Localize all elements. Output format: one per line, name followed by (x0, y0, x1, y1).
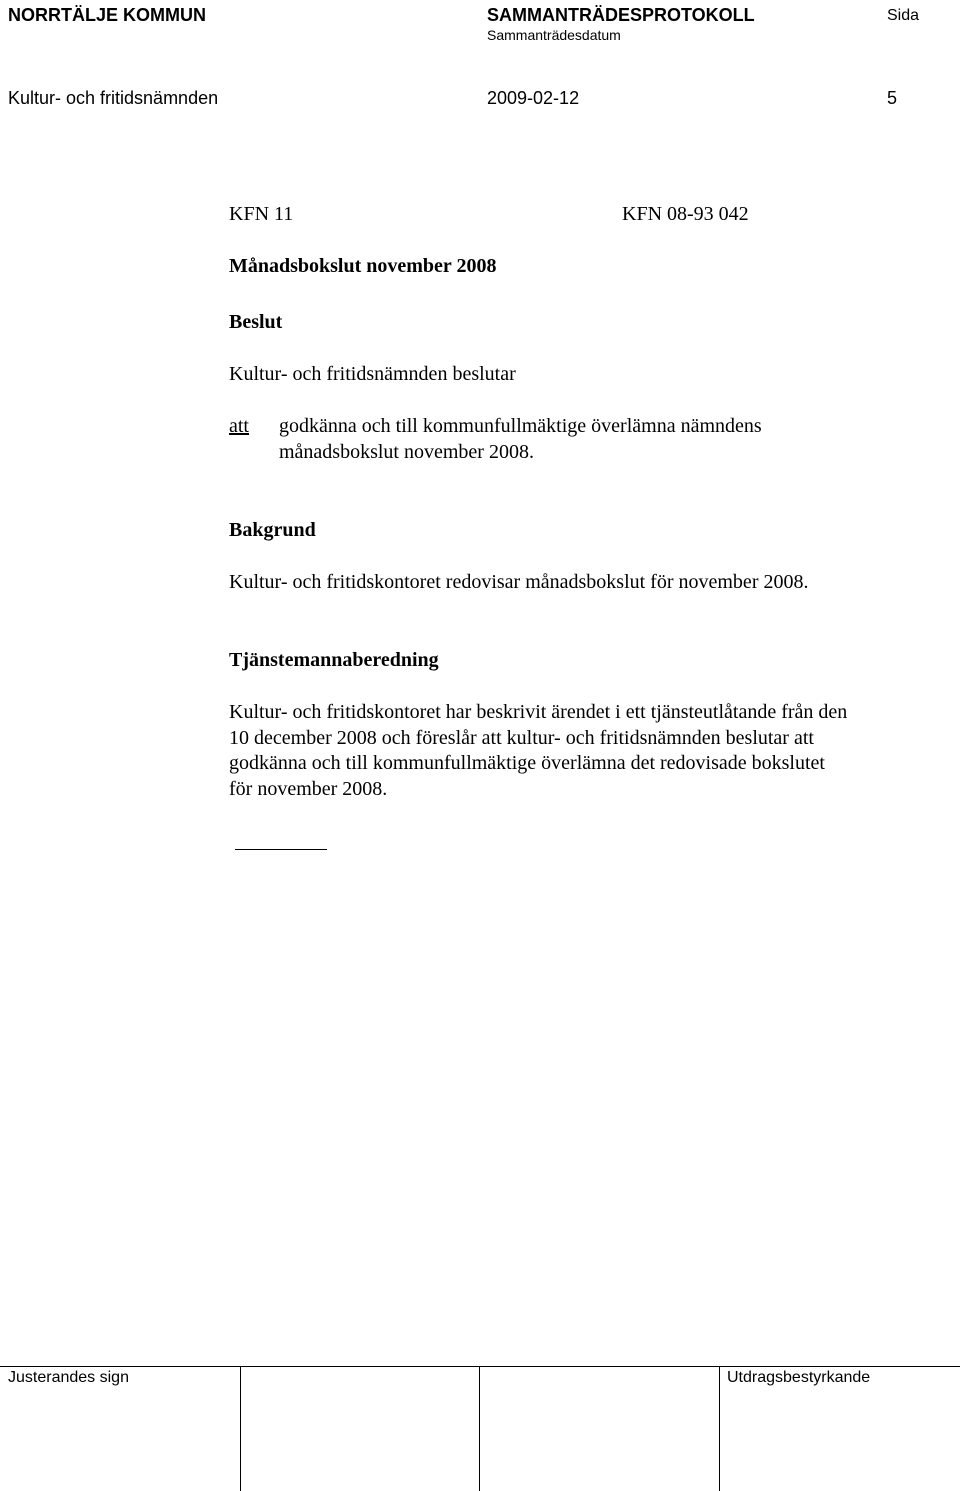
case-title: Månadsbokslut november 2008 (229, 255, 497, 277)
footer-rule (0, 1366, 960, 1367)
board-name: Kultur- och fritidsnämnden (8, 88, 219, 108)
background-heading: Bakgrund (229, 519, 316, 541)
decision-heading: Beslut (229, 311, 283, 333)
meeting-date-label: Sammanträdesdatum (487, 27, 621, 43)
decision-line-1: godkänna och till kommunfullmäktige överlämna nämndens (279, 415, 762, 437)
preparation-heading: Tjänstemannaberedning (229, 649, 439, 671)
decision-line-2: månadsbokslut november 2008. (279, 441, 534, 463)
preparation-line: godkänna och till kommunfullmäktige överlämna det redovisade bokslutet (229, 752, 825, 774)
background-text: Kultur- och fritidskontoret redovisar månadsbokslut för november 2008. (229, 571, 809, 593)
section-end-rule (235, 849, 327, 850)
case-reference: KFN 08-93 042 (622, 203, 749, 225)
preparation-line: 10 december 2008 och föreslår att kultur- och fritidsnämnden beslutar att (229, 726, 814, 749)
decision-att: att (229, 415, 249, 437)
decision-intro: Kultur- och fritidsnämnden beslutar (229, 363, 516, 385)
document-type: SAMMANTRÄDESPROTOKOLL (487, 5, 755, 25)
paragraph-number: KFN 11 (229, 203, 294, 225)
preparation-line: Kultur- och fritidskontoret har beskrivit ärendet i ett tjänsteutlåtande från den (229, 701, 848, 723)
footer-divider (479, 1366, 480, 1491)
extract-certification-label: Utdragsbestyrkande (727, 1369, 871, 1386)
footer-divider (240, 1366, 241, 1491)
page-number: 5 (887, 88, 898, 108)
preparation-paragraph (229, 700, 939, 802)
justifier-sign-label: Justerandes sign (8, 1369, 129, 1386)
municipality-name: NORRTÄLJE KOMMUN (8, 5, 206, 25)
meeting-date: 2009-02-12 (487, 88, 580, 108)
preparation-line: för november 2008. (229, 777, 388, 800)
page-label: Sida (887, 7, 920, 24)
footer-divider (719, 1366, 720, 1491)
